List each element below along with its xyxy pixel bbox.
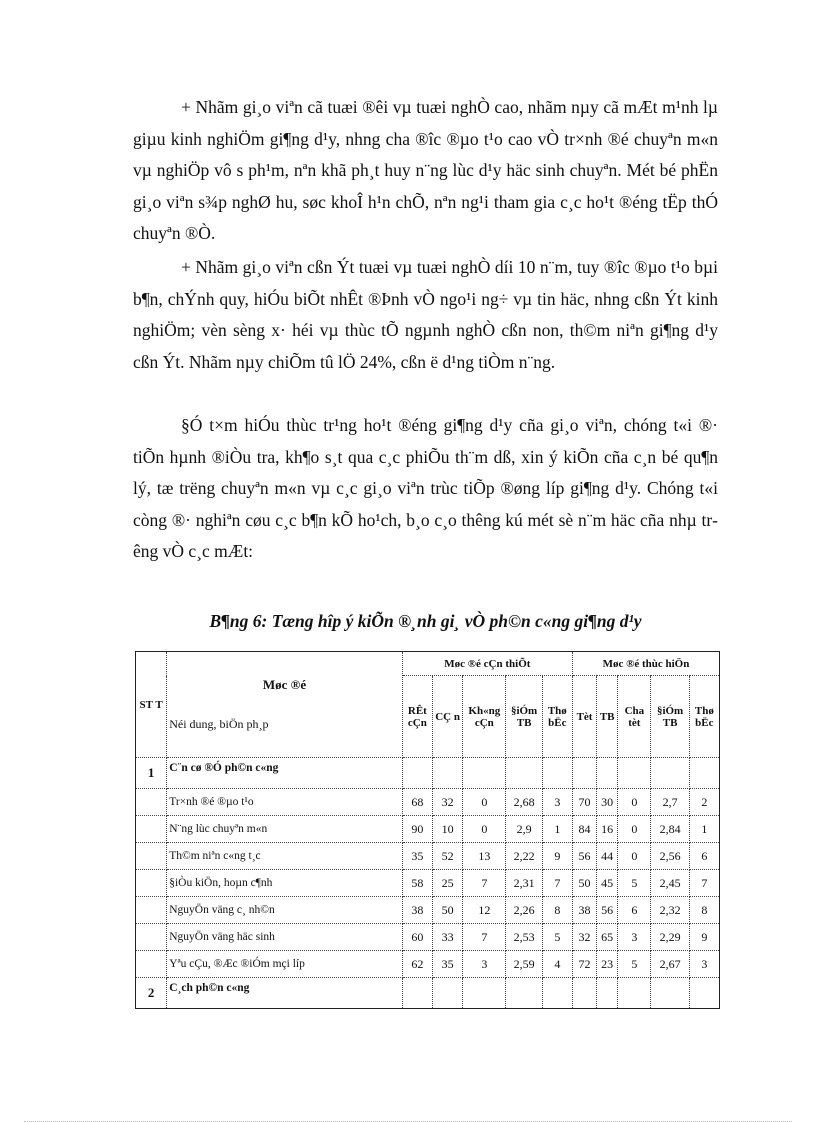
needed-value-cell: 2,31: [506, 870, 542, 897]
empty-cell: [432, 758, 462, 789]
needed-value-cell: 32: [432, 789, 462, 816]
actual-value-cell: 32: [572, 924, 596, 951]
header-group-actual: Møc ®é thùc hiÖn: [572, 652, 719, 676]
empty-cell: [689, 758, 719, 789]
needed-value-cell: 2,26: [506, 897, 542, 924]
actual-value-cell: 2,45: [651, 870, 689, 897]
row-label: §iÒu kiÖn, hoµn c¶nh: [167, 870, 403, 897]
actual-value-cell: 65: [597, 924, 618, 951]
stt-cell: [136, 897, 167, 924]
row-label: NguyÖn väng häc sinh: [167, 924, 403, 951]
empty-cell: [402, 758, 432, 789]
group-title: C¸ch ph©n c«ng: [167, 978, 403, 1009]
empty-cell: [506, 978, 542, 1009]
stt-cell: [136, 951, 167, 978]
group-title: C¨n cø ®Ó ph©n c«ng: [167, 758, 403, 789]
header-col: Tèt: [572, 676, 596, 758]
needed-value-cell: 0: [463, 816, 506, 843]
needed-value-cell: 2,9: [506, 816, 542, 843]
actual-value-cell: 30: [597, 789, 618, 816]
actual-value-cell: 38: [572, 897, 596, 924]
actual-value-cell: 44: [597, 843, 618, 870]
header-stt-text: ST T: [139, 698, 163, 711]
row-label: N¨ng lùc chuyªn m«n: [167, 816, 403, 843]
actual-value-cell: 5: [618, 870, 651, 897]
empty-cell: [651, 978, 689, 1009]
needed-value-cell: 2,53: [506, 924, 542, 951]
needed-value-cell: 52: [432, 843, 462, 870]
needed-value-cell: 35: [432, 951, 462, 978]
page-footer-divider: [24, 1121, 792, 1122]
header-col: Cha tèt: [618, 676, 651, 758]
actual-value-cell: 8: [689, 897, 719, 924]
empty-cell: [618, 758, 651, 789]
table-row: [136, 924, 720, 951]
actual-value-cell: 6: [618, 897, 651, 924]
empty-cell: [463, 758, 506, 789]
actual-value-cell: 6: [689, 843, 719, 870]
needed-value-cell: 13: [463, 843, 506, 870]
actual-value-cell: 2,29: [651, 924, 689, 951]
stt-cell: [136, 924, 167, 951]
header-col: §iÓm TB: [651, 676, 689, 758]
paragraph-text: §Ó t×m hiÓu thùc tr¹ng ho¹t ®éng gi¶ng d¹y cña gi¸o viªn, chóng t«i ®· tiÕn hµnh ®iÒu tra, kh¶o s¸t qua c¸c phiÕu th¨m dß, xin ý kiÕn cña c¸n bé qu¶n lý, tæ trëng chuyªn m«n vµ c¸c gi¸o viªn trùc tiÕp ®øng líp gi¶ng d¹y. Chóng t«i còng ®· nghiªn cøu c¸c b¶n kÕ ho¹ch, b¸o c¸o thêng kú mét sè n¨m häc cña nhµ trêng vÒ c¸c mÆt:: [133, 415, 718, 561]
actual-value-cell: 23: [597, 951, 618, 978]
actual-value-cell: 72: [572, 951, 596, 978]
actual-value-cell: 2,56: [651, 843, 689, 870]
table-row: [136, 897, 720, 924]
empty-cell: [597, 978, 618, 1009]
actual-value-cell: 50: [572, 870, 596, 897]
actual-value-cell: 45: [597, 870, 618, 897]
needed-value-cell: 3: [542, 789, 572, 816]
paragraph-older-teachers: [133, 92, 718, 250]
actual-value-cell: 2,67: [651, 951, 689, 978]
empty-cell: [542, 978, 572, 1009]
header-col: CÇ n: [432, 676, 462, 758]
empty-cell: [542, 758, 572, 789]
needed-value-cell: 35: [402, 843, 432, 870]
row-label: NguyÖn väng c¸ nh©n: [167, 897, 403, 924]
needed-value-cell: 3: [463, 951, 506, 978]
empty-cell: [618, 978, 651, 1009]
table-group-row: [136, 978, 720, 1009]
actual-value-cell: 2,32: [651, 897, 689, 924]
empty-cell: [506, 758, 542, 789]
group-number: 1: [136, 758, 167, 789]
header-col: Thø bËc: [542, 676, 572, 758]
row-label: Th©m niªn c«ng t¸c: [167, 843, 403, 870]
needed-value-cell: 2,22: [506, 843, 542, 870]
paragraph-younger-teachers: [133, 252, 718, 378]
needed-value-cell: 90: [402, 816, 432, 843]
paragraph-text: + Nhãm gi¸o viªn cßn Ýt tuæi vµ tuæi nghÒ díi 10 n¨m, tuy ®îc ®µo t¹o bµi b¶n, chÝnh quy, hiÓu biÕt nhÊt ®Þnh vÒ ngo¹i ng÷ vµ tin häc, nhng cßn Ýt kinh nghiÖm; vèn sèng x· héi vµ thùc tÕ ngµnh nghÒ cßn non, th©m niªn gi¶ng d¹y cßn Ýt. Nhãm nµy chiÕm tû lÖ 24%, cßn ë d¹ng tiÒm n¨ng.: [133, 257, 718, 372]
needed-value-cell: 7: [463, 924, 506, 951]
empty-cell: [689, 978, 719, 1009]
needed-value-cell: 2,68: [506, 789, 542, 816]
needed-value-cell: 25: [432, 870, 462, 897]
header-criteria-top: Møc ®é: [262, 677, 307, 692]
table-row: [136, 870, 720, 897]
header-criteria: [167, 652, 403, 758]
empty-cell: [572, 978, 596, 1009]
actual-value-cell: 56: [597, 897, 618, 924]
header-stt: [136, 652, 167, 758]
table-row: [136, 789, 720, 816]
table-row: [136, 951, 720, 978]
stt-cell: [136, 789, 167, 816]
header-group-needed: Møc ®é cÇn thiÕt: [402, 652, 572, 676]
actual-value-cell: 70: [572, 789, 596, 816]
actual-value-cell: 84: [572, 816, 596, 843]
table-row: [136, 816, 720, 843]
needed-value-cell: 12: [463, 897, 506, 924]
needed-value-cell: 7: [463, 870, 506, 897]
group-number: 2: [136, 978, 167, 1009]
needed-value-cell: 2,59: [506, 951, 542, 978]
needed-value-cell: 62: [402, 951, 432, 978]
needed-value-cell: 4: [542, 951, 572, 978]
needed-value-cell: 50: [432, 897, 462, 924]
actual-value-cell: 16: [597, 816, 618, 843]
header-col: TB: [597, 676, 618, 758]
actual-value-cell: 2,7: [651, 789, 689, 816]
actual-value-cell: 7: [689, 870, 719, 897]
needed-value-cell: 1: [542, 816, 572, 843]
empty-cell: [572, 758, 596, 789]
actual-value-cell: 3: [618, 924, 651, 951]
actual-value-cell: 0: [618, 843, 651, 870]
header-col: Thø bËc: [689, 676, 719, 758]
needed-value-cell: 9: [542, 843, 572, 870]
needed-value-cell: 0: [463, 789, 506, 816]
actual-value-cell: 0: [618, 816, 651, 843]
actual-value-cell: 1: [689, 816, 719, 843]
table-row: [136, 843, 720, 870]
stt-cell: [136, 843, 167, 870]
header-col: Kh«ng cÇn: [463, 676, 506, 758]
actual-value-cell: 56: [572, 843, 596, 870]
stt-cell: [136, 870, 167, 897]
needed-value-cell: 38: [402, 897, 432, 924]
needed-value-cell: 5: [542, 924, 572, 951]
assessment-table: [135, 651, 720, 1009]
row-label: Tr×nh ®é ®µo t¹o: [167, 789, 403, 816]
actual-value-cell: 2,84: [651, 816, 689, 843]
paragraph-text: + Nhãm gi¸o viªn cã tuæi ®êi vµ tuæi nghÒ cao, nhãm nµy cã mÆt m¹nh lµ giµu kinh nghiÖm gi¶ng d¹y, nhng cha ®îc ®µo t¹o cao vÒ tr×nh ®é chuyªn m«n vµ nghiÖp vô s ph¹m, nªn khã ph¸t huy n¨ng lùc d¹y häc sinh chuyªn. Mét bé phËn gi¸o viªn s¾p nghØ hu, søc khoÎ h¹n chÕ, nªn ng¹i tham gia c¸c ho¹t ®éng tËp thÓ chuyªn ®Ò.: [133, 97, 718, 243]
needed-value-cell: 10: [432, 816, 462, 843]
empty-cell: [432, 978, 462, 1009]
header-criteria-bottom: Néi dung, biÖn ph¸p: [169, 717, 269, 731]
row-label: Yªu cÇu, ®Æc ®iÓm mçi líp: [167, 951, 403, 978]
needed-value-cell: 7: [542, 870, 572, 897]
needed-value-cell: 8: [542, 897, 572, 924]
actual-value-cell: 5: [618, 951, 651, 978]
needed-value-cell: 58: [402, 870, 432, 897]
needed-value-cell: 33: [432, 924, 462, 951]
header-col: RÊt cÇn: [402, 676, 432, 758]
stt-cell: [136, 816, 167, 843]
empty-cell: [597, 758, 618, 789]
needed-value-cell: 60: [402, 924, 432, 951]
empty-cell: [463, 978, 506, 1009]
table-caption: B¶ng 6: Tæng hîp ý kiÕn ®¸nh gi¸ vÒ ph©n c«ng gi¶ng d¹y: [209, 611, 642, 631]
actual-value-cell: 9: [689, 924, 719, 951]
empty-cell: [651, 758, 689, 789]
header-col: §iÓm TB: [506, 676, 542, 758]
table-group-row: [136, 758, 720, 789]
actual-value-cell: 3: [689, 951, 719, 978]
paragraph-survey-method: [133, 410, 718, 568]
actual-value-cell: 0: [618, 789, 651, 816]
empty-cell: [402, 978, 432, 1009]
needed-value-cell: 68: [402, 789, 432, 816]
actual-value-cell: 2: [689, 789, 719, 816]
